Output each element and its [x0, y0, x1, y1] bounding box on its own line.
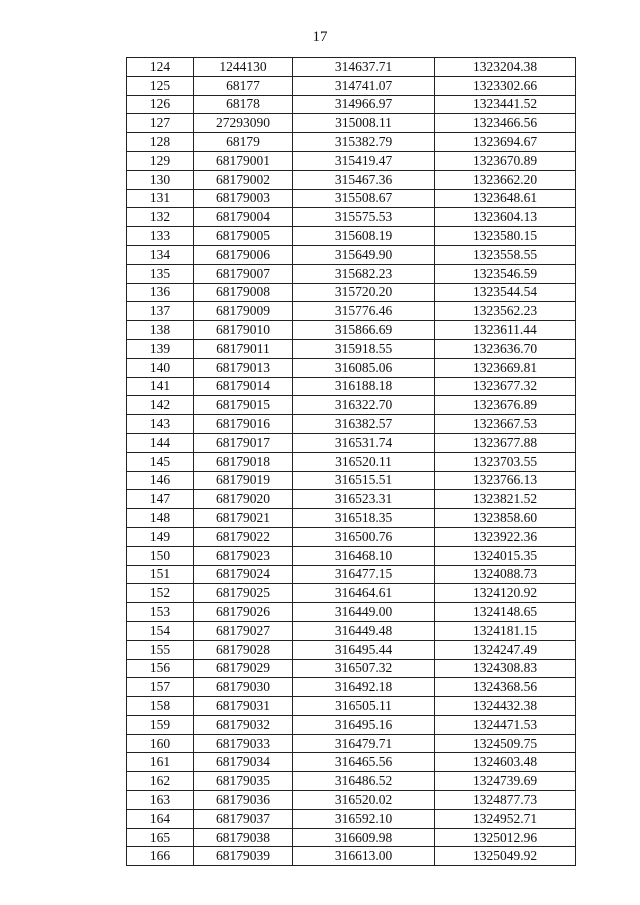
table-row [127, 170, 576, 189]
row-number-cell: 165 [127, 828, 194, 847]
table-row [127, 302, 576, 321]
row-number-cell: 136 [127, 283, 194, 302]
point-id-cell: 68179030 [194, 678, 293, 697]
point-id-cell: 27293090 [194, 114, 293, 133]
x-coordinate-cell: 315508.67 [293, 189, 435, 208]
table-row [127, 189, 576, 208]
point-id-cell: 68179038 [194, 828, 293, 847]
point-id-cell: 68179024 [194, 565, 293, 584]
row-number-cell: 147 [127, 490, 194, 509]
y-coordinate-cell: 1323669.81 [435, 358, 576, 377]
point-id-cell: 68179029 [194, 659, 293, 678]
y-coordinate-cell: 1323667.53 [435, 415, 576, 434]
row-number-cell: 131 [127, 189, 194, 208]
x-coordinate-cell: 314637.71 [293, 58, 435, 77]
table-row [127, 283, 576, 302]
table-row [127, 584, 576, 603]
row-number-cell: 125 [127, 76, 194, 95]
point-id-cell: 68179037 [194, 809, 293, 828]
y-coordinate-cell: 1323562.23 [435, 302, 576, 321]
row-number-cell: 129 [127, 151, 194, 170]
table-row [127, 227, 576, 246]
x-coordinate-cell: 315776.46 [293, 302, 435, 321]
point-id-cell: 68179004 [194, 208, 293, 227]
y-coordinate-cell: 1323604.13 [435, 208, 576, 227]
x-coordinate-cell: 316464.61 [293, 584, 435, 603]
point-id-cell: 68179023 [194, 546, 293, 565]
row-number-cell: 166 [127, 847, 194, 866]
row-number-cell: 143 [127, 415, 194, 434]
point-id-cell: 68179005 [194, 227, 293, 246]
point-id-cell: 68179017 [194, 433, 293, 452]
y-coordinate-cell: 1323670.89 [435, 151, 576, 170]
table-row [127, 509, 576, 528]
x-coordinate-cell: 314966.97 [293, 95, 435, 114]
x-coordinate-cell: 316520.02 [293, 791, 435, 810]
y-coordinate-cell: 1324471.53 [435, 715, 576, 734]
x-coordinate-cell: 316515.51 [293, 471, 435, 490]
y-coordinate-cell: 1323662.20 [435, 170, 576, 189]
table-row [127, 772, 576, 791]
table-row [127, 433, 576, 452]
point-id-cell: 68179036 [194, 791, 293, 810]
point-id-cell: 68179006 [194, 245, 293, 264]
point-id-cell: 68179035 [194, 772, 293, 791]
row-number-cell: 126 [127, 95, 194, 114]
point-id-cell: 68179032 [194, 715, 293, 734]
x-coordinate-cell: 315720.20 [293, 283, 435, 302]
x-coordinate-cell: 316449.00 [293, 603, 435, 622]
x-coordinate-cell: 316592.10 [293, 809, 435, 828]
y-coordinate-cell: 1323546.59 [435, 264, 576, 283]
x-coordinate-cell: 316322.70 [293, 396, 435, 415]
point-id-cell: 68179025 [194, 584, 293, 603]
table-row [127, 809, 576, 828]
point-id-cell: 68178 [194, 95, 293, 114]
point-id-cell: 68179015 [194, 396, 293, 415]
point-id-cell: 68179016 [194, 415, 293, 434]
row-number-cell: 127 [127, 114, 194, 133]
y-coordinate-cell: 1323703.55 [435, 452, 576, 471]
point-id-cell: 68179031 [194, 697, 293, 716]
x-coordinate-cell: 316523.31 [293, 490, 435, 509]
x-coordinate-cell: 316085.06 [293, 358, 435, 377]
y-coordinate-cell: 1323677.32 [435, 377, 576, 396]
y-coordinate-cell: 1323858.60 [435, 509, 576, 528]
row-number-cell: 151 [127, 565, 194, 584]
table-row [127, 828, 576, 847]
coordinates-table [126, 57, 576, 866]
x-coordinate-cell: 315918.55 [293, 339, 435, 358]
x-coordinate-cell: 315866.69 [293, 321, 435, 340]
y-coordinate-cell: 1323694.67 [435, 133, 576, 152]
point-id-cell: 68179018 [194, 452, 293, 471]
point-id-cell: 68179001 [194, 151, 293, 170]
y-coordinate-cell: 1323302.66 [435, 76, 576, 95]
row-number-cell: 150 [127, 546, 194, 565]
table-row [127, 603, 576, 622]
y-coordinate-cell: 1324181.15 [435, 621, 576, 640]
point-id-cell: 68179034 [194, 753, 293, 772]
row-number-cell: 142 [127, 396, 194, 415]
table-row [127, 358, 576, 377]
x-coordinate-cell: 315608.19 [293, 227, 435, 246]
row-number-cell: 132 [127, 208, 194, 227]
row-number-cell: 124 [127, 58, 194, 77]
y-coordinate-cell: 1323676.89 [435, 396, 576, 415]
row-number-cell: 148 [127, 509, 194, 528]
x-coordinate-cell: 315682.23 [293, 264, 435, 283]
table-row [127, 76, 576, 95]
y-coordinate-cell: 1323544.54 [435, 283, 576, 302]
point-id-cell: 68179011 [194, 339, 293, 358]
row-number-cell: 154 [127, 621, 194, 640]
table-row [127, 245, 576, 264]
x-coordinate-cell: 316495.16 [293, 715, 435, 734]
y-coordinate-cell: 1323441.52 [435, 95, 576, 114]
point-id-cell: 68179026 [194, 603, 293, 622]
table-row [127, 396, 576, 415]
row-number-cell: 146 [127, 471, 194, 490]
y-coordinate-cell: 1324088.73 [435, 565, 576, 584]
coordinates-table-body [127, 58, 576, 866]
y-coordinate-cell: 1323821.52 [435, 490, 576, 509]
row-number-cell: 159 [127, 715, 194, 734]
x-coordinate-cell: 316449.48 [293, 621, 435, 640]
table-row [127, 847, 576, 866]
row-number-cell: 162 [127, 772, 194, 791]
x-coordinate-cell: 316382.57 [293, 415, 435, 434]
row-number-cell: 137 [127, 302, 194, 321]
point-id-cell: 68179020 [194, 490, 293, 509]
y-coordinate-cell: 1324120.92 [435, 584, 576, 603]
y-coordinate-cell: 1324739.69 [435, 772, 576, 791]
table-row [127, 151, 576, 170]
table-row [127, 490, 576, 509]
row-number-cell: 135 [127, 264, 194, 283]
point-id-cell: 68179028 [194, 640, 293, 659]
y-coordinate-cell: 1324509.75 [435, 734, 576, 753]
y-coordinate-cell: 1323558.55 [435, 245, 576, 264]
row-number-cell: 130 [127, 170, 194, 189]
x-coordinate-cell: 316479.71 [293, 734, 435, 753]
row-number-cell: 158 [127, 697, 194, 716]
point-id-cell: 68179002 [194, 170, 293, 189]
x-coordinate-cell: 316188.18 [293, 377, 435, 396]
y-coordinate-cell: 1324247.49 [435, 640, 576, 659]
y-coordinate-cell: 1324368.56 [435, 678, 576, 697]
x-coordinate-cell: 316468.10 [293, 546, 435, 565]
table-row [127, 415, 576, 434]
table-row [127, 95, 576, 114]
x-coordinate-cell: 316465.56 [293, 753, 435, 772]
row-number-cell: 155 [127, 640, 194, 659]
y-coordinate-cell: 1324952.71 [435, 809, 576, 828]
row-number-cell: 161 [127, 753, 194, 772]
point-id-cell: 68179009 [194, 302, 293, 321]
table-row [127, 377, 576, 396]
table-row [127, 452, 576, 471]
x-coordinate-cell: 316518.35 [293, 509, 435, 528]
x-coordinate-cell: 315649.90 [293, 245, 435, 264]
table-row [127, 339, 576, 358]
y-coordinate-cell: 1324308.83 [435, 659, 576, 678]
point-id-cell: 68179019 [194, 471, 293, 490]
y-coordinate-cell: 1323204.38 [435, 58, 576, 77]
table-row [127, 659, 576, 678]
point-id-cell: 68179008 [194, 283, 293, 302]
x-coordinate-cell: 316520.11 [293, 452, 435, 471]
x-coordinate-cell: 315467.36 [293, 170, 435, 189]
x-coordinate-cell: 315575.53 [293, 208, 435, 227]
table-row [127, 734, 576, 753]
row-number-cell: 141 [127, 377, 194, 396]
table-row [127, 546, 576, 565]
x-coordinate-cell: 315419.47 [293, 151, 435, 170]
point-id-cell: 68179003 [194, 189, 293, 208]
table-row [127, 208, 576, 227]
x-coordinate-cell: 314741.07 [293, 76, 435, 95]
point-id-cell: 68179007 [194, 264, 293, 283]
row-number-cell: 134 [127, 245, 194, 264]
x-coordinate-cell: 316507.32 [293, 659, 435, 678]
x-coordinate-cell: 315382.79 [293, 133, 435, 152]
y-coordinate-cell: 1323580.15 [435, 227, 576, 246]
row-number-cell: 140 [127, 358, 194, 377]
point-id-cell: 68179022 [194, 527, 293, 546]
x-coordinate-cell: 315008.11 [293, 114, 435, 133]
table-row [127, 321, 576, 340]
y-coordinate-cell: 1324432.38 [435, 697, 576, 716]
point-id-cell: 68179 [194, 133, 293, 152]
x-coordinate-cell: 316477.15 [293, 565, 435, 584]
table-row [127, 621, 576, 640]
table-row [127, 640, 576, 659]
point-id-cell: 68179021 [194, 509, 293, 528]
row-number-cell: 156 [127, 659, 194, 678]
point-id-cell: 68179014 [194, 377, 293, 396]
x-coordinate-cell: 316531.74 [293, 433, 435, 452]
row-number-cell: 133 [127, 227, 194, 246]
row-number-cell: 164 [127, 809, 194, 828]
row-number-cell: 152 [127, 584, 194, 603]
table-row [127, 678, 576, 697]
page-number: 17 [312, 29, 328, 45]
y-coordinate-cell: 1323636.70 [435, 339, 576, 358]
row-number-cell: 153 [127, 603, 194, 622]
y-coordinate-cell: 1324015.35 [435, 546, 576, 565]
row-number-cell: 157 [127, 678, 194, 697]
y-coordinate-cell: 1324603.48 [435, 753, 576, 772]
point-id-cell: 68179039 [194, 847, 293, 866]
point-id-cell: 68177 [194, 76, 293, 95]
table-row [127, 471, 576, 490]
row-number-cell: 138 [127, 321, 194, 340]
x-coordinate-cell: 316495.44 [293, 640, 435, 659]
x-coordinate-cell: 316613.00 [293, 847, 435, 866]
table-row [127, 791, 576, 810]
table-row [127, 114, 576, 133]
table-row [127, 697, 576, 716]
y-coordinate-cell: 1325049.92 [435, 847, 576, 866]
row-number-cell: 160 [127, 734, 194, 753]
y-coordinate-cell: 1323677.88 [435, 433, 576, 452]
table-row [127, 527, 576, 546]
x-coordinate-cell: 316492.18 [293, 678, 435, 697]
y-coordinate-cell: 1324877.73 [435, 791, 576, 810]
y-coordinate-cell: 1323766.13 [435, 471, 576, 490]
y-coordinate-cell: 1324148.65 [435, 603, 576, 622]
row-number-cell: 128 [127, 133, 194, 152]
point-id-cell: 68179033 [194, 734, 293, 753]
y-coordinate-cell: 1323611.44 [435, 321, 576, 340]
row-number-cell: 149 [127, 527, 194, 546]
table-row [127, 133, 576, 152]
row-number-cell: 144 [127, 433, 194, 452]
point-id-cell: 68179010 [194, 321, 293, 340]
y-coordinate-cell: 1325012.96 [435, 828, 576, 847]
table-row [127, 753, 576, 772]
x-coordinate-cell: 316500.76 [293, 527, 435, 546]
x-coordinate-cell: 316609.98 [293, 828, 435, 847]
point-id-cell: 1244130 [194, 58, 293, 77]
point-id-cell: 68179027 [194, 621, 293, 640]
row-number-cell: 139 [127, 339, 194, 358]
row-number-cell: 145 [127, 452, 194, 471]
table-row [127, 58, 576, 77]
table-row [127, 565, 576, 584]
x-coordinate-cell: 316505.11 [293, 697, 435, 716]
table-row [127, 715, 576, 734]
x-coordinate-cell: 316486.52 [293, 772, 435, 791]
y-coordinate-cell: 1323922.36 [435, 527, 576, 546]
y-coordinate-cell: 1323648.61 [435, 189, 576, 208]
point-id-cell: 68179013 [194, 358, 293, 377]
table-row [127, 264, 576, 283]
y-coordinate-cell: 1323466.56 [435, 114, 576, 133]
row-number-cell: 163 [127, 791, 194, 810]
